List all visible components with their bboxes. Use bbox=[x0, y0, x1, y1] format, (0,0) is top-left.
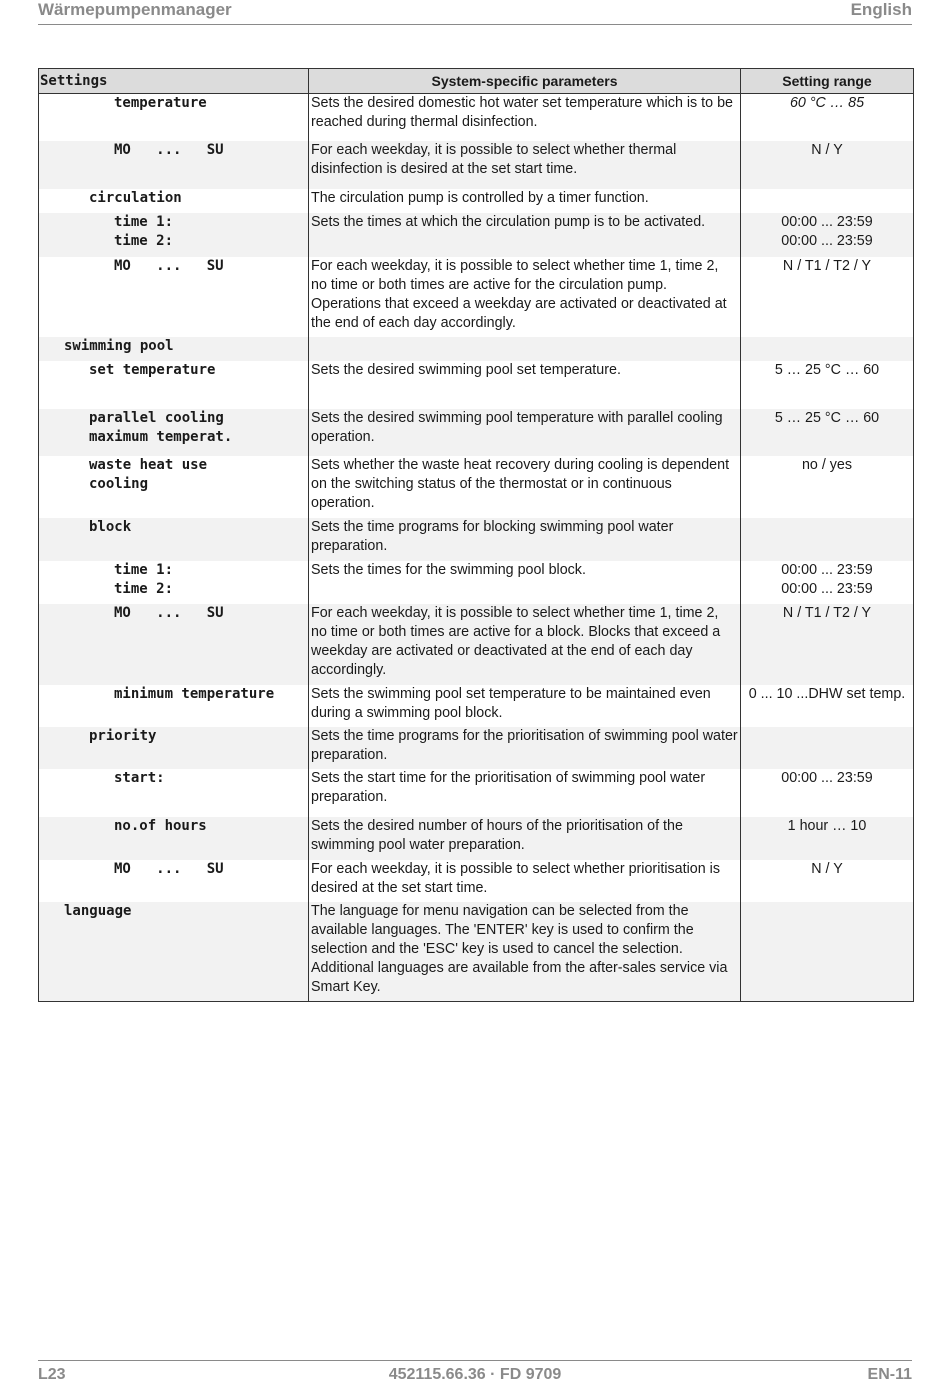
description-cell bbox=[309, 337, 741, 361]
range-cell: 00:00 ... 23:59 bbox=[741, 769, 914, 817]
table-row bbox=[39, 902, 914, 1002]
page-footer bbox=[38, 1360, 912, 1383]
table-row bbox=[39, 860, 914, 902]
setting-cell: MO ... SU bbox=[39, 860, 309, 902]
setting-cell: block bbox=[39, 518, 309, 561]
setting-cell: MO ... SU bbox=[39, 257, 309, 337]
setting-cell: set temperature bbox=[39, 361, 309, 409]
range-cell: no / yes bbox=[741, 456, 914, 518]
range-cell bbox=[741, 337, 914, 361]
column-header-range: Setting range bbox=[741, 69, 914, 94]
page-header bbox=[38, 0, 912, 25]
description-cell: Sets the time programs for blocking swimming pool water preparation. bbox=[309, 518, 741, 561]
table-row bbox=[39, 141, 914, 189]
setting-cell: start: bbox=[39, 769, 309, 817]
header-language: English bbox=[850, 0, 912, 19]
range-cell bbox=[741, 141, 914, 189]
setting-cell: MO ... SU bbox=[39, 141, 309, 189]
description-cell: Sets the desired swimming pool set temperature. bbox=[309, 361, 741, 409]
setting-cell: minimum temperature bbox=[39, 685, 309, 727]
description-cell: Sets the times for the swimming pool block. bbox=[309, 561, 741, 604]
description-cell: Sets the swimming pool set temperature to be maintained even during a swimming pool block. bbox=[309, 685, 741, 727]
description-cell: Sets the desired swimming pool temperature with parallel cooling operation. bbox=[309, 409, 741, 456]
footer-left: L23 bbox=[38, 1366, 66, 1383]
table-row bbox=[39, 561, 914, 604]
table-row bbox=[39, 409, 914, 456]
table-row bbox=[39, 685, 914, 727]
setting-cell: time 1: time 2: bbox=[39, 561, 309, 604]
description-cell: Sets the start time for the prioritisation of swimming pool water preparation. bbox=[309, 769, 741, 817]
table-row bbox=[39, 257, 914, 337]
description-cell: For each weekday, it is possible to select whether prioritisation is desired at the set start time. bbox=[309, 860, 741, 902]
range-value: N / Y bbox=[811, 141, 843, 158]
setting-cell: MO ... SU bbox=[39, 604, 309, 685]
table-row bbox=[39, 727, 914, 769]
range-cell: 00:00 ... 23:59 00:00 ... 23:59 bbox=[741, 213, 914, 257]
description-cell: For each weekday, it is possible to select whether thermal disinfection is desired at the set start time. bbox=[309, 141, 741, 189]
description-cell: For each weekday, it is possible to select whether time 1, time 2, no time or both times are active for a block. Blocks that exceed a weekday are activated or deactivated at the end of each day accordingly. bbox=[309, 604, 741, 685]
footer-document-number: 452115.66.36 · FD 9709 bbox=[388, 1366, 562, 1383]
header-title: Wärmepumpenmanager bbox=[38, 0, 232, 19]
description-cell: The circulation pump is controlled by a timer function. bbox=[309, 189, 741, 213]
table-row bbox=[39, 769, 914, 817]
setting-cell: circulation bbox=[39, 189, 309, 213]
table-row bbox=[39, 817, 914, 860]
description-cell: Sets whether the waste heat recovery during cooling is dependent on the switching status of the thermostat or in continuous operation. bbox=[309, 456, 741, 518]
setting-cell: temperature bbox=[39, 94, 309, 141]
range-cell bbox=[741, 518, 914, 561]
description-cell: Sets the time programs for the prioritisation of swimming pool water preparation. bbox=[309, 727, 741, 769]
range-value: 60 °C … 85 bbox=[789, 95, 865, 111]
description-cell: The language for menu navigation can be selected from the available languages. The 'ENTER' key is used to confirm the selection and the 'ESC' key is used to cancel the selection. Additional languages are available from the after-sales service via Smart Key. bbox=[309, 902, 741, 1002]
range-cell bbox=[741, 902, 914, 1002]
setting-cell: swimming pool bbox=[39, 337, 309, 361]
table-row bbox=[39, 337, 914, 361]
table-row bbox=[39, 456, 914, 518]
range-cell: N / T1 / T2 / Y bbox=[741, 257, 914, 337]
footer-page-number: EN-11 bbox=[867, 1366, 912, 1383]
setting-cell: parallel cooling maximum temperat. bbox=[39, 409, 309, 456]
settings-table bbox=[38, 68, 914, 1002]
range-cell bbox=[741, 94, 914, 141]
description-cell: Sets the desired number of hours of the prioritisation of the swimming pool water preparation. bbox=[309, 817, 741, 860]
setting-cell: waste heat use cooling bbox=[39, 456, 309, 518]
table-row bbox=[39, 604, 914, 685]
table-row bbox=[39, 189, 914, 213]
description-cell: For each weekday, it is possible to select whether time 1, time 2, no time or both times are active for the circulation pump. Operations that exceed a weekday are activated or deactivated at the end of each day accordingly. bbox=[309, 257, 741, 337]
range-cell: 00:00 ... 23:59 00:00 ... 23:59 bbox=[741, 561, 914, 604]
table-header-row bbox=[39, 69, 914, 94]
range-cell: 5 … 25 °C … 60 bbox=[741, 361, 914, 409]
range-cell bbox=[741, 189, 914, 213]
range-cell: 5 … 25 °C … 60 bbox=[741, 409, 914, 456]
column-header-params: System-specific parameters bbox=[309, 69, 741, 94]
table-row bbox=[39, 213, 914, 257]
setting-cell: language bbox=[39, 902, 309, 1002]
table-row bbox=[39, 361, 914, 409]
description-cell: Sets the times at which the circulation pump is to be activated. bbox=[309, 213, 741, 257]
range-cell: N / T1 / T2 / Y bbox=[741, 604, 914, 685]
setting-cell: time 1: time 2: bbox=[39, 213, 309, 257]
column-header-settings: Settings bbox=[39, 69, 309, 94]
setting-cell: priority bbox=[39, 727, 309, 769]
table-row bbox=[39, 518, 914, 561]
range-cell: 1 hour … 10 bbox=[741, 817, 914, 860]
setting-cell: no.of hours bbox=[39, 817, 309, 860]
range-cell bbox=[741, 727, 914, 769]
range-cell: N / Y bbox=[741, 860, 914, 902]
range-cell: 0 ... 10 ...DHW set temp. bbox=[741, 685, 914, 727]
table-row bbox=[39, 94, 914, 141]
description-cell: Sets the desired domestic hot water set temperature which is to be reached during thermal disinfection. bbox=[309, 94, 741, 141]
